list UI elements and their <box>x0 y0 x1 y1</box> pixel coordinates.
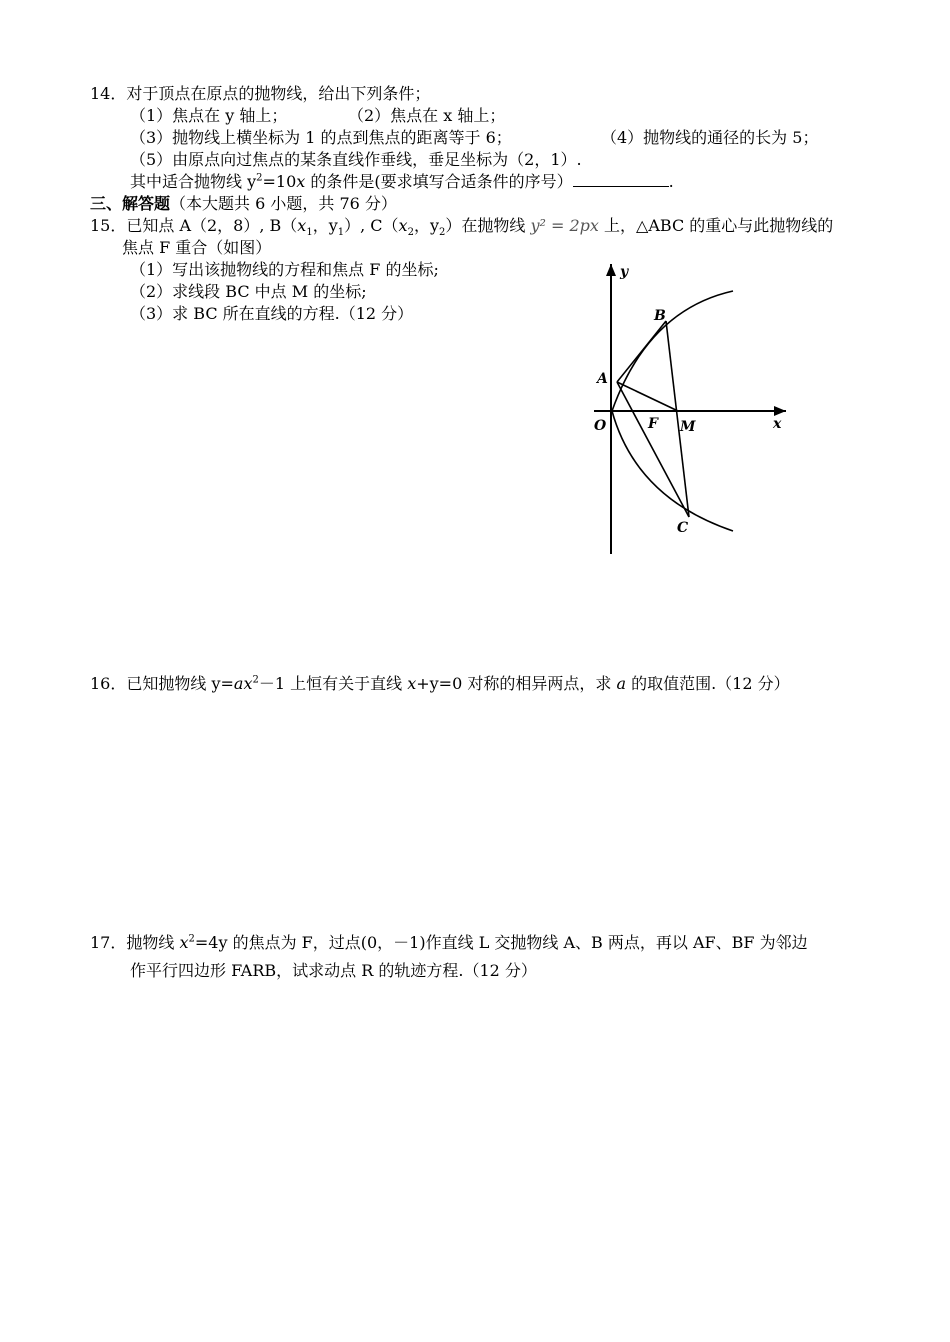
q14-condition-4: （4）抛物线的通径的长为 5； <box>601 128 819 147</box>
q17-exponent: 2 <box>188 933 195 945</box>
q15-var-x1: x <box>297 216 307 235</box>
q14-condition-5: （5）由原点向过焦点的某条直线作垂线，垂足坐标为（2，1）. <box>130 150 582 169</box>
q16-var-ax: ax <box>233 674 253 693</box>
q14-question-end: . <box>668 172 674 191</box>
q15-text-c: ）, C（ <box>344 216 399 235</box>
label-x: x <box>773 416 782 432</box>
q15-text-a: 15．已知点 A（2，8）, B（ <box>90 216 298 235</box>
q15-part-3: （3）求 BC 所在直线的方程.（12 分） <box>130 304 414 323</box>
q16-text-b: －1 上恒有关于直线 <box>258 674 408 693</box>
q14-answer-blank[interactable] <box>573 172 669 187</box>
q14-condition-1: （1）焦点在 y 轴上； <box>130 106 288 125</box>
q17-stem-line2: 作平行四边形 FARB，试求动点 R 的轨迹方程.（12 分） <box>130 961 537 980</box>
q16-text-c: +y=0 对称的相异两点，求 <box>416 674 617 693</box>
q14-condition-3: （3）抛物线上横坐标为 1 的点到焦点的距离等于 6； <box>130 128 512 147</box>
label-B: B <box>654 308 666 324</box>
q14-question-text-c: 的条件是(要求填写合适条件的序号） <box>305 172 573 191</box>
q14-question-text-b: =10 <box>262 172 297 191</box>
q15-parabola-formula: y² = 2px <box>530 216 599 235</box>
q15-text-d: ，y <box>413 216 439 235</box>
label-M: M <box>680 419 696 435</box>
q14-condition-2: （2）焦点在 x 轴上； <box>348 106 506 125</box>
q15-sub-1: 1 <box>306 227 313 239</box>
q14-stem: 14．对于顶点在原点的抛物线，给出下列条件； <box>90 84 431 103</box>
q15-sub-2b: 2 <box>439 227 446 239</box>
q14-var-x: x <box>296 172 306 191</box>
q15-var-x2: x <box>398 216 408 235</box>
section-3-title: 三、解答题 <box>90 194 171 213</box>
q17-stem-line1 <box>90 933 808 953</box>
x-axis-arrow-icon <box>774 406 786 416</box>
q16-text-a: 16．已知抛物线 y= <box>90 674 234 693</box>
q16-stem <box>90 674 790 694</box>
q17-var-x: x <box>179 933 189 952</box>
section-3-note: （本大题共 6 小题，共 76 分） <box>170 194 397 213</box>
label-O: O <box>594 418 607 434</box>
q17-text-b: =4y 的焦点为 F，过点(0，－1)作直线 L 交抛物线 A、B 两点，再以 AF、BF 为邻边 <box>194 933 808 952</box>
q15-parabola-figure <box>588 258 798 558</box>
q15-sub-1b: 1 <box>337 227 345 239</box>
q15-text-e: ）在抛物线 <box>445 216 531 235</box>
segment-AM <box>617 382 678 411</box>
q15-part-2: （2）求线段 BC 中点 M 的坐标; <box>130 282 367 301</box>
q15-text-b: ，y <box>312 216 338 235</box>
q16-var-x: x <box>407 674 417 693</box>
q14-exponent: 2 <box>256 172 263 184</box>
q16-exponent: 2 <box>252 674 259 686</box>
q17-text-a: 17．抛物线 <box>90 933 180 952</box>
label-F: F <box>648 416 658 432</box>
label-y: y <box>620 264 629 280</box>
q15-stem-line1 <box>90 216 834 239</box>
label-C: C <box>677 520 689 536</box>
q14-question-text-a: 其中适合抛物线 y <box>130 172 257 191</box>
q15-text-f: 上，△ABC 的重心与此抛物线的 <box>598 216 834 235</box>
label-A: A <box>597 371 608 387</box>
q15-stem-line2: 焦点 F 重合（如图） <box>122 238 272 257</box>
q15-part-1: （1）写出该抛物线的方程和焦点 F 的坐标; <box>130 260 439 279</box>
q16-text-d: 的取值范围.（12 分） <box>626 674 790 693</box>
q14-question <box>130 172 674 192</box>
section-3-heading <box>90 194 397 214</box>
q15-sub-2: 2 <box>407 227 414 239</box>
segment-AB <box>617 321 666 382</box>
y-axis-arrow-icon <box>606 264 616 276</box>
q16-var-a: a <box>616 674 626 693</box>
